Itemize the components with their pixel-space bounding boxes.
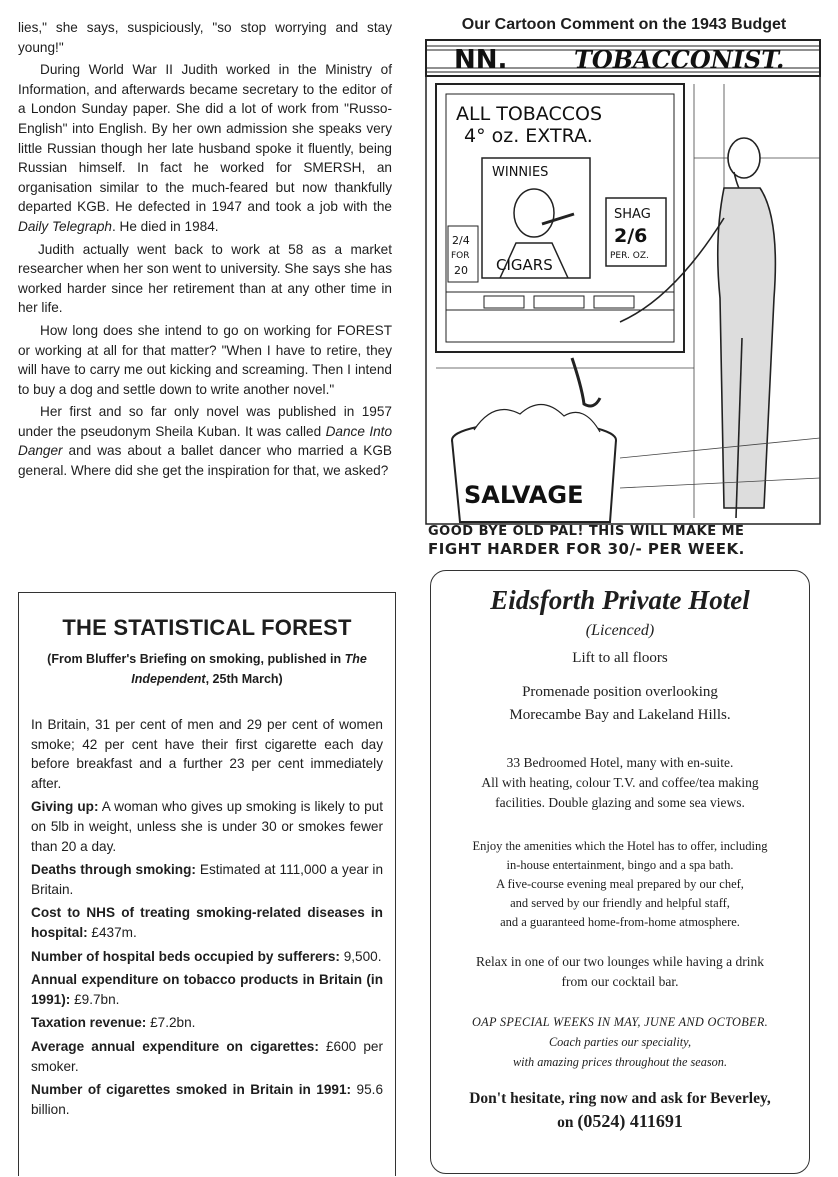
rooms-line: facilities. Double glazing and some sea views. xyxy=(495,795,745,810)
statistical-forest-box xyxy=(18,592,396,1176)
stat-item: Number of cigarettes smoked in Britain in 1991: 95.6 billion. xyxy=(31,1082,384,1117)
price-card-2-4: 2/4 xyxy=(452,234,470,247)
hotel-amenities xyxy=(431,837,809,932)
hotel-lift: Lift to all floors xyxy=(572,650,668,666)
stat-box-title: THE STATISTICAL FOREST xyxy=(62,615,352,640)
promo-line: Morecambe Bay and Lakeland Hills. xyxy=(509,707,731,723)
promo-line: Promenade position overlooking xyxy=(522,684,718,700)
article-paragraph: How long does she intend to go on working for FOREST or working at all for that matter? "When I have to retire, they will have to carry me out kicking and screaming. Then I intend to buy a dog and settle down to write another novel." xyxy=(18,322,392,397)
window-text-2: 4° oz. EXTRA. xyxy=(464,125,593,147)
shag-unit: PER. OZ. xyxy=(610,251,649,261)
churchill-face xyxy=(514,189,554,237)
cigars-label: CIGARS xyxy=(496,256,553,274)
shag-label: SHAG xyxy=(614,207,651,222)
hotel-advert xyxy=(430,570,810,1174)
oap-line: with amazing prices throughout the season. xyxy=(512,1055,728,1069)
price-card-20: 20 xyxy=(454,264,468,277)
stat-item: Taxation revenue: £7.2bn. xyxy=(31,1015,196,1031)
rooms-line: 33 Bedroomed Hotel, many with en-suite. xyxy=(506,755,734,770)
hotel-lounges xyxy=(431,952,809,992)
rooms-line: All with heating, colour T.V. and coffee/tea making xyxy=(481,775,759,790)
hotel-call-to-action xyxy=(431,1088,809,1134)
hotel-name: Eidsforth Private Hotel xyxy=(490,585,750,615)
stat-intro: In Britain, 31 per cent of men and 29 per cent of women smoke; 42 per cent have their first cigarette each day before breakfast and a further 23 per cent immediately after. xyxy=(31,717,383,791)
caption-line-2: FIGHT HARDER FOR 30/- PER WEEK. xyxy=(428,540,745,558)
cartoon-title: Our Cartoon Comment on the 1943 Budget xyxy=(461,16,787,33)
amenities-line: and a guaranteed home-from-home atmosphere. xyxy=(500,915,740,929)
shag-price: 2/6 xyxy=(614,225,648,247)
stat-item: Giving up: A woman who gives up smoking is likely to put on 5lb in weight, unless she is under 30 or smokes fewer than 20 a day. xyxy=(31,799,383,854)
call-line: on (0524) 411691 xyxy=(557,1111,683,1131)
salvage-label: SALVAGE xyxy=(464,481,584,509)
article-column xyxy=(18,18,392,484)
amenities-line: and served by our friendly and helpful staff, xyxy=(510,896,730,910)
article-paragraph: During World War II Judith worked in the Ministry of Information, and afterwards became secretary to the editor of a London Sunday paper. She did a lot of work from "Russo-English" into English. By her own admission she speaks very little Russian though her late husband spoke it fluently, being Russian himself. In fact he worked for SMERSH, an organisation similar to the much-feared but now thankfully departed KGB. He defected in 1947 and took a job with the Daily Telegraph. He died in 1984. xyxy=(18,62,392,234)
hotel-licenced: (Licenced) xyxy=(585,622,655,639)
stat-item: Deaths through smoking: Estimated at 111,000 a year in Britain. xyxy=(31,862,383,897)
stat-item: Annual expenditure on tobacco products in Britain (in 1991): £9.7bn. xyxy=(31,972,383,1007)
oap-line: Coach parties our speciality, xyxy=(548,1035,692,1049)
hotel-oap-offer xyxy=(431,1012,809,1072)
hotel-phone-number: (0524) 411691 xyxy=(577,1111,683,1131)
stat-item: Average annual expenditure on cigarettes: £600 per smoker. xyxy=(31,1038,383,1074)
amenities-line: Enjoy the amenities which the Hotel has to offer, including xyxy=(472,839,768,853)
article-paragraph: lies," she says, suspiciously, "so stop worrying and stay young!" xyxy=(18,20,392,55)
shop-sign: TOBACCONIST. xyxy=(574,45,785,74)
article-paragraph: Judith actually went back to work at 58 as a market researcher when her son went to university. She says she has worked harder since her retirement than at any other time in her life. xyxy=(18,241,392,316)
stat-item: Number of hospital beds occupied by sufferers: 9,500. xyxy=(31,948,382,964)
article-paragraph: Her first and so far only novel was published in 1957 under the pseudonym Sheila Kuban. It was called Dance Into Danger and was about a ballet dancer who married a KGB general. Where did she get the inspiration for that, we asked? xyxy=(18,404,393,479)
hotel-rooms xyxy=(431,753,809,813)
oap-line: OAP SPECIAL WEEKS IN MAY, JUNE AND OCTOBER. xyxy=(471,1015,769,1029)
hotel-promenade xyxy=(431,681,809,727)
lounges-line: Relax in one of our two lounges while having a drink xyxy=(476,954,764,969)
stat-item: Cost to NHS of treating smoking-related diseases in hospital: £437m. xyxy=(31,905,383,940)
cartoon-caption xyxy=(428,524,814,558)
shop-sign-left: NN. xyxy=(454,45,508,75)
budget-cartoon xyxy=(424,38,822,526)
call-line: Don't hesitate, ring now and ask for Beverley, xyxy=(469,1090,771,1107)
price-card-for: FOR xyxy=(451,251,470,261)
stat-box-subtitle: (From Bluffer's Briefing on smoking, published in The Independent, 25th March) xyxy=(47,652,367,686)
stat-box-body xyxy=(31,715,383,1119)
amenities-line: in-house entertainment, bingo and a spa bath. xyxy=(506,858,734,872)
caption-line-1: GOOD BYE OLD PAL! THIS WILL MAKE ME xyxy=(428,524,745,539)
winnies-label: WINNIES xyxy=(492,165,549,180)
lounges-line: from our cocktail bar. xyxy=(561,974,679,989)
amenities-line: A five-course evening meal prepared by our chef, xyxy=(496,877,744,891)
window-text-1: ALL TOBACCOS xyxy=(456,103,603,125)
